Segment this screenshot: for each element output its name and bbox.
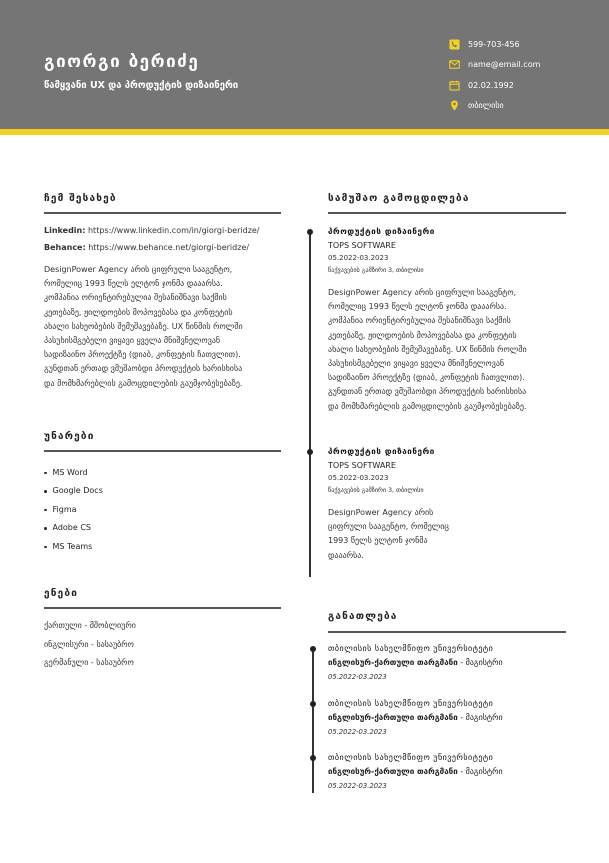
skill-label: MS Word — [52, 467, 88, 477]
skill-label: MS Teams — [52, 541, 93, 551]
skills-section-title: უნარები — [44, 431, 95, 442]
languages-section-title: ენები — [44, 588, 79, 599]
education-entry — [328, 644, 503, 681]
job-date: 05.2022-03.2023 — [328, 474, 389, 482]
timeline-dot — [310, 646, 316, 652]
languages-list — [44, 621, 136, 677]
person-name: გიორგი ბერიძე — [44, 52, 200, 72]
education-date: 05.2022-03.2023 — [328, 673, 387, 681]
timeline-dot — [307, 229, 313, 235]
paragraph-line: ახალი სახეობების შემუშავებაზე. UX წინმის როლში — [44, 321, 243, 331]
email-text: name@email.com — [468, 60, 541, 69]
paragraph-line: რომელიც 1993 წელს ელტონ ჯონმა დააარსა. — [44, 279, 223, 289]
education-date: 05.2022-03.2023 — [328, 728, 387, 736]
contact-phone — [449, 38, 540, 50]
skills-list — [44, 463, 103, 556]
skill-label: Google Docs — [52, 486, 103, 496]
education-school: თბილისის სახელმწიფო უნივერსიტეტი — [328, 753, 494, 762]
behance-label: Behance: — [44, 243, 86, 252]
language-item: ინგლისური - სასაუბრო — [44, 639, 134, 649]
birthdate-text: 02.02.1992 — [468, 80, 514, 90]
contact-location — [449, 100, 540, 112]
contact-birthdate — [449, 79, 540, 91]
education-divider — [328, 631, 566, 633]
email-icon — [449, 59, 460, 70]
bullet — [44, 490, 47, 493]
education-level: - მაგისტრი — [460, 767, 503, 776]
paragraph-line: პასუხისმგებელი ვიყავი ყველა მნიშვნელოვან — [44, 336, 221, 346]
calendar-icon — [449, 80, 460, 91]
timeline-dot — [307, 449, 313, 455]
skill-item — [44, 482, 103, 501]
about-paragraph — [44, 263, 243, 391]
paragraph-line: კეთებაზე, ჟილდოების მოპოვებასა და კონფეტის — [44, 307, 233, 317]
paragraph-line: DesignPower Agency არის ციფრული სააგენტო, — [44, 265, 233, 274]
paragraph-line: და მომხმარებლის გამოცდილების გაუმჯობესებაზე. — [44, 378, 243, 388]
skill-item — [44, 463, 103, 482]
location-pin-icon — [449, 100, 460, 111]
education-level: - მაგისტრი — [460, 713, 503, 722]
language-item: ქართული - მშობლიური — [44, 621, 136, 630]
paragraph-line: სადიზაინო პროექტზე (დიაბ, კონფეტის ჩათვლით). — [44, 350, 241, 360]
education-degree-line — [328, 658, 503, 673]
education-school: თბილისის სახელმწიფო უნივერსიტეტი — [328, 699, 494, 708]
paragraph-line: სადიზაინო პროექტზე (დიაბ, კონფეტის ჩათვლით). — [328, 373, 525, 383]
job-company: TOPS SOFTWARE — [328, 241, 396, 250]
job-title: პროდუქტის დიზაინერი — [328, 227, 435, 236]
education-degree: ინგლისურ-ქართული თარგმანი — [328, 713, 458, 722]
job-entry — [328, 227, 527, 414]
about-section-title: ჩემ შესახებ — [44, 193, 117, 204]
education-degree-line — [328, 713, 503, 728]
paragraph-line: გუნდთან ერთად ვმუშაობდი პროდუქტის ხარისხისა — [44, 364, 243, 374]
linkedin-line — [44, 226, 260, 235]
job-company: TOPS SOFTWARE — [328, 461, 396, 470]
education-timeline — [312, 649, 314, 793]
job-description — [328, 286, 527, 414]
paragraph-line: გუნდთან ერთად ვმუშაობდი პროდუქტის ხარისხისა — [328, 387, 527, 397]
timeline-dot — [310, 701, 316, 707]
timeline-dot — [310, 755, 316, 761]
education-entry — [328, 699, 503, 736]
education-school: თბილისის სახელმწიფო უნივერსიტეტი — [328, 644, 494, 653]
behance-line — [44, 243, 249, 252]
job-title: პროდუქტის დიზაინერი — [328, 447, 435, 456]
education-date: 05.2022-03.2023 — [328, 782, 387, 790]
paragraph-line: ახალი სახეობების შემუშავებაზე. UX წინმის როლში — [328, 344, 527, 354]
experience-timeline — [309, 231, 311, 577]
paragraph-line: პასუხისმგებელი ვიყავი ყველა მნიშვნელოვან — [328, 359, 505, 369]
paragraph-line: DesignPower Agency არის ციფრული სააგენტო, — [328, 288, 517, 297]
paragraph-line: დააარსა. — [328, 550, 364, 560]
linkedin-link[interactable]: https://www.linkedin.com/in/giorgi-beridze/ — [87, 226, 260, 235]
skills-divider — [44, 450, 281, 452]
phone-text: 599-703-456 — [468, 39, 520, 49]
contact-list — [449, 38, 540, 120]
about-divider — [44, 212, 281, 214]
paragraph-line: და მომხმარებლის გამოცდილების გაუმჯობესებაზე. — [328, 401, 527, 411]
paragraph-line: ციფრული სააგენტო, რომელიც — [328, 522, 449, 532]
education-section-title: განათლება — [328, 611, 398, 622]
experience-divider — [328, 212, 566, 214]
skill-item — [44, 537, 103, 556]
bullet — [44, 509, 47, 512]
bullet — [44, 527, 47, 530]
education-entry — [328, 753, 503, 790]
paragraph-line: DesignPower Agency არის — [328, 508, 434, 517]
experience-section-title: სამუშაო გამოცდილება — [328, 193, 470, 204]
job-date: 05.2022-03.2023 — [328, 254, 389, 262]
bullet — [44, 472, 47, 475]
paragraph-line: რომელიც 1993 წელს ელტონ ჯონმა დააარსა. — [328, 302, 507, 312]
job-location: წაქვავების გამზირი 3, თბილისი — [328, 487, 424, 494]
languages-divider — [44, 607, 281, 609]
job-entry — [328, 447, 449, 563]
contact-email — [449, 59, 540, 71]
bullet — [44, 546, 47, 549]
paragraph-line: კომპანია ორიენტირებულია შესანიშნავი საქმის — [44, 293, 227, 303]
skill-item — [44, 519, 103, 538]
paragraph-line: კეთებაზე, ჟილდოების მოპოვებასა და კონფეტის — [328, 330, 517, 340]
skill-label: Adobe CS — [52, 523, 92, 533]
education-level: - მაგისტრი — [460, 658, 503, 667]
paragraph-line: 1993 წელს ელტონ ჯონმა — [328, 536, 428, 546]
skill-item — [44, 500, 103, 519]
phone-icon — [449, 39, 460, 50]
education-degree: ინგლისურ-ქართული თარგმანი — [328, 658, 458, 667]
linkedin-label: Linkedin: — [44, 226, 86, 235]
education-degree: ინგლისურ-ქართული თარგმანი — [328, 767, 458, 776]
person-role: წამყვანი UX და პროდუქტის დიზაინერი — [44, 80, 239, 91]
behance-link[interactable]: https://www.behance.net/giorgi-beridze/ — [88, 243, 250, 252]
job-location: წაქვავების გამზირი 3, თბილისი — [328, 267, 424, 274]
job-description — [328, 506, 449, 563]
paragraph-line: კომპანია ორიენტირებულია შესანიშნავი საქმის — [328, 316, 511, 326]
skill-label: Figma — [52, 504, 77, 514]
education-degree-line — [328, 767, 503, 782]
header-accent-stripe — [0, 129, 609, 135]
language-item: გერმანული - სასაუბრო — [44, 658, 134, 667]
location-text: თბილისი — [468, 101, 504, 110]
